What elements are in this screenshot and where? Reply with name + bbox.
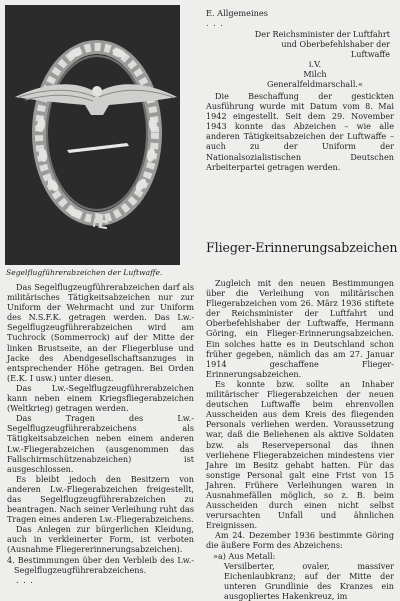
paragraph: Es bleibt jedoch den Besitzern von anderen Lw.-Fliegerabzeichen freigestellt, das Segelflugzeugführerabzeichen zu beantragen. Nach seiner Verleihung ruht das Tragen eines anderen Lw.-Fliegerabzeichens. [7, 473, 194, 525]
badge-photo [5, 5, 180, 265]
photo-caption: Segelflugführerabzeichen der Luftwaffe. [6, 268, 163, 277]
paragraph: Das Segelflugzeugführerabzeichen darf als militärisches Tätigkeitsabzeichen nur zur Uniform der Wehrmacht und zur Uniform des N.S.F.K. getragen werden. Das Lw.-Segelflugzeugführerabzeichen wird am Tuchrock (Sommerrock) auf der Mitte der linken Brustseite, an der Fliegerbluse und Jacke des Abendgesellschaftsanzuges in entsprechender Höhe getragen. Bei Orden (E.K. I usw.) unter diesen. [7, 282, 194, 383]
paragraph: Es konnte bzw. sollte an Inhaber militärischer Fliegerabzeichen der neuen deutschen Luftwaffe beim ehrenvollen Ausscheiden aus dem Kreis des fliegenden Personals verliehen werden. Voraussetzung war, daß die Beliehenen als aktive Soldaten bzw. als Reservepersonal das ihnen verliehene Fliegerabzeichen mindestens vier Jahre im Besitz gehabt hatten. Für das sonstige Personal galt eine Frist von 15 Jahren. Frühere Verleihungen waren in Ausnahmefällen möglich, so z. B. beim Ausscheiden durch einen nicht selbst verursachten Unfall und ähnlichen Ereignissen. [206, 378, 394, 531]
paragraph: Das Lw.-Segelflugzeugführerabzeichen kann neben einem Kriegsfliegerabzeichen (Weltkrieg) getragen werden. [7, 382, 194, 414]
signature-line: und Oberbefehlshaber der Luftwaffe [281, 39, 390, 60]
left-text-column [7, 282, 194, 585]
right-text-column [206, 278, 394, 601]
ellipsis: . . . [206, 18, 224, 28]
signature-line: Der Reichsminister der Luftfahrt [254, 29, 390, 39]
signature-block [240, 29, 390, 90]
glider-pilot-badge-image [5, 5, 180, 265]
ellipsis: . . . [16, 574, 34, 585]
signature-line: i.V. [308, 59, 322, 70]
numbered-item: 4. Bestimmungen über den Verbleib des Lw.-Segelflugzeugführerabzeichens. [7, 554, 194, 575]
paragraph: Die Beschaffung der gestickten Ausführung wurde mit Datum vom 8. Mai 1942 eingestellt. Seit dem 29. November 1943 konnte das Abzeichen – wie alle anderen Tätigkeitsabzeichen der Luftwaffe – auch zu der Uniform der Nationalsozialistischen Deutschen Arbeiterpartei getragen werden. [206, 91, 394, 172]
paragraph: Das Tragen des Lw.-Segelflugzeugführerabzeichens als Tätigkeitsabzeichen neben einem anderen Lw.-Fliegerabzeichen (ausgenommen das Fallschirmschützenabzeichen) ist ausgeschlossen. [7, 413, 194, 474]
paragraph: Zugleich mit den neuen Bestimmungen über die Verleihung von militärischen Fliegerabzeichen vom 26. März 1936 stiftete der Reichsminister der Luftfahrt und Oberbefehlshaber der Luftwaffe, Hermann Göring, ein Flieger-Erinnerungsabzeichen. Ein solches hatte es in Deutschland schon früher gegeben, nämlich das am 27. Januar 1914 geschaffene Flieger-Erinnerungsabzeichen. [206, 278, 394, 379]
section-title: Flieger-Erinnerungsabzeichen [206, 240, 398, 255]
paragraph: Am 24. Dezember 1936 bestimmte Göring die äußere Form des Abzeichens: [206, 530, 394, 551]
paragraph: Das Anlegen zur bürgerlichen Kleidung, auch in verkleinerter Form, ist verboten (Ausnahme Fliegererinnerungsabzeichen). [7, 524, 194, 555]
closing-text [206, 91, 394, 172]
list-item: »a) Aus Metall: [213, 550, 276, 561]
signature-line: Milch [303, 69, 327, 80]
section-label: E. Allgemeines [206, 8, 268, 18]
signature-line: Generalfeldmarschall.« [267, 79, 363, 90]
list-item-text: Versilberter, ovaler, massiver Eichenlaubkranz; auf der Mitte der unteren Grundlinie des Kranzes ein ausgopliertes Hakenkreuz, im [224, 560, 394, 601]
